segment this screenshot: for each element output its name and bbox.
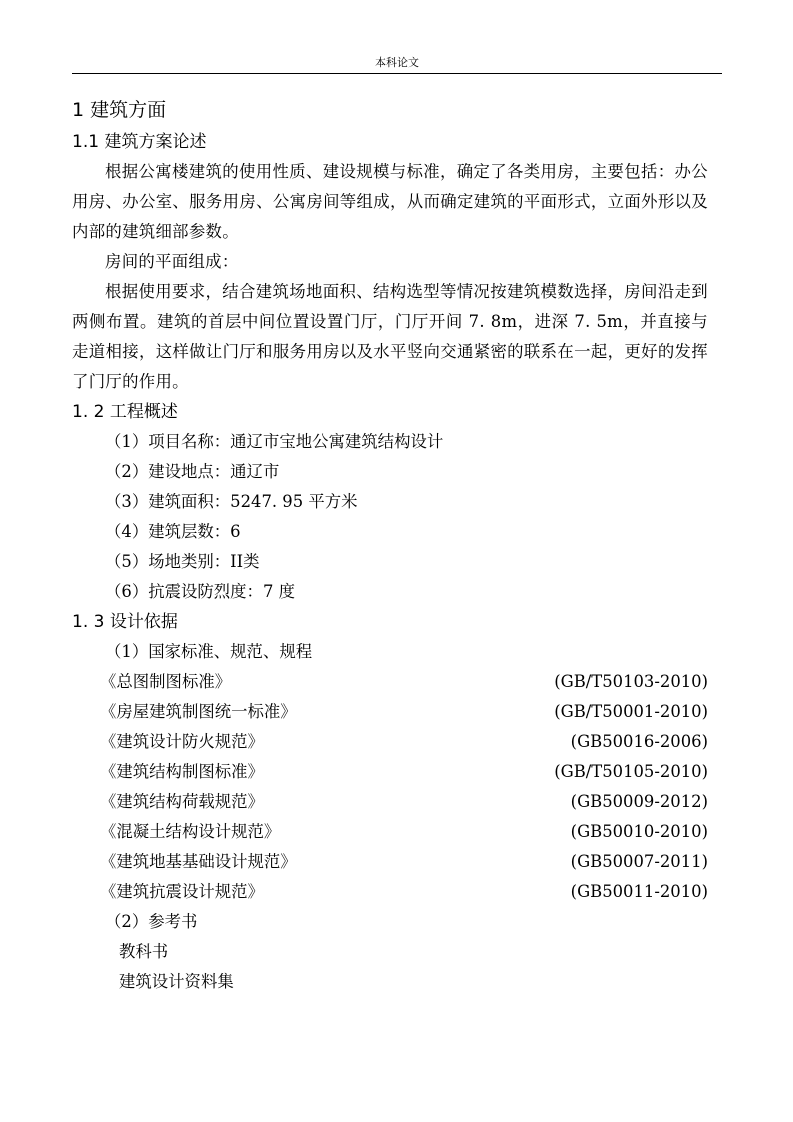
standard-row bbox=[72, 667, 708, 697]
standard-code: (GB/T50103-2010) bbox=[554, 672, 708, 691]
standard-row bbox=[72, 877, 708, 907]
section-title: 1 建筑方面 bbox=[72, 99, 167, 121]
paragraph: 根据使用要求，结合建筑场地面积、结构选型等情况按建筑模数选择，房间沿走到两侧布置。建筑的首层中间位置设置门厅，门厅开间 7. 8m，进深 7. 5m，并直接与走道相接，这样做让门厅和服务用房以及水平竖向交通紧密的联系在一起，更好的发挥了门厅的作用。 bbox=[72, 282, 708, 391]
standard-row bbox=[72, 697, 708, 727]
standard-row bbox=[72, 817, 708, 847]
subsection-title-1-3: 1. 3 设计依据 bbox=[72, 612, 178, 632]
reference-book: 教科书 bbox=[119, 942, 169, 961]
list-item: （4）建筑层数：6 bbox=[105, 522, 241, 541]
standard-row bbox=[72, 787, 708, 817]
reference-book: 建筑设计资料集 bbox=[119, 972, 234, 991]
standard-name: 《建筑设计防火规范》 bbox=[100, 732, 264, 751]
page-content bbox=[72, 96, 708, 997]
subsection-title-1-1: 1.1 建筑方案论述 bbox=[72, 132, 207, 152]
standard-code: (GB/T50001-2010) bbox=[554, 702, 708, 721]
page-header: 本科论文 bbox=[375, 56, 419, 69]
standard-code: (GB50011-2010) bbox=[570, 882, 708, 901]
standard-code: (GB50007-2011) bbox=[570, 852, 708, 871]
header-rule bbox=[72, 73, 722, 74]
subsection-title-1-2: 1. 2 工程概述 bbox=[72, 402, 178, 422]
paragraph: 根据公寓楼建筑的使用性质、建设规模与标准，确定了各类用房，主要包括：办公用房、办公室、服务用房、公寓房间等组成，从而确定建筑的平面形式，立面外形以及内部的建筑细部参数。 bbox=[72, 162, 708, 241]
list-item: （1）国家标准、规范、规程 bbox=[105, 642, 313, 661]
standard-row bbox=[72, 847, 708, 877]
standard-row bbox=[72, 727, 708, 757]
standard-name: 《建筑结构制图标准》 bbox=[100, 762, 264, 781]
list-item: （3）建筑面积：5247. 95 平方米 bbox=[105, 492, 358, 511]
standard-name: 《混凝土结构设计规范》 bbox=[100, 822, 281, 841]
list-item: （5）场地类别：II类 bbox=[105, 552, 260, 571]
standard-code: (GB50016-2006) bbox=[570, 732, 708, 751]
standard-name: 《建筑抗震设计规范》 bbox=[100, 882, 264, 901]
standard-name: 《房屋建筑制图统一标准》 bbox=[100, 702, 297, 721]
standard-name: 《总图制图标准》 bbox=[100, 672, 232, 691]
list-item: （2）参考书 bbox=[105, 912, 198, 931]
list-item: （2）建设地点：通辽市 bbox=[105, 462, 280, 481]
standard-code: (GB50010-2010) bbox=[570, 822, 708, 841]
standard-code: (GB50009-2012) bbox=[570, 792, 708, 811]
list-item: （6）抗震设防烈度：7 度 bbox=[105, 582, 295, 601]
standard-name: 《建筑结构荷载规范》 bbox=[100, 792, 264, 811]
standard-row bbox=[72, 757, 708, 787]
standard-name: 《建筑地基基础设计规范》 bbox=[100, 852, 297, 871]
paragraph: 房间的平面组成： bbox=[105, 252, 239, 271]
standard-code: (GB/T50105-2010) bbox=[554, 762, 708, 781]
list-item: （1）项目名称：通辽市宝地公寓建筑结构设计 bbox=[105, 432, 444, 451]
